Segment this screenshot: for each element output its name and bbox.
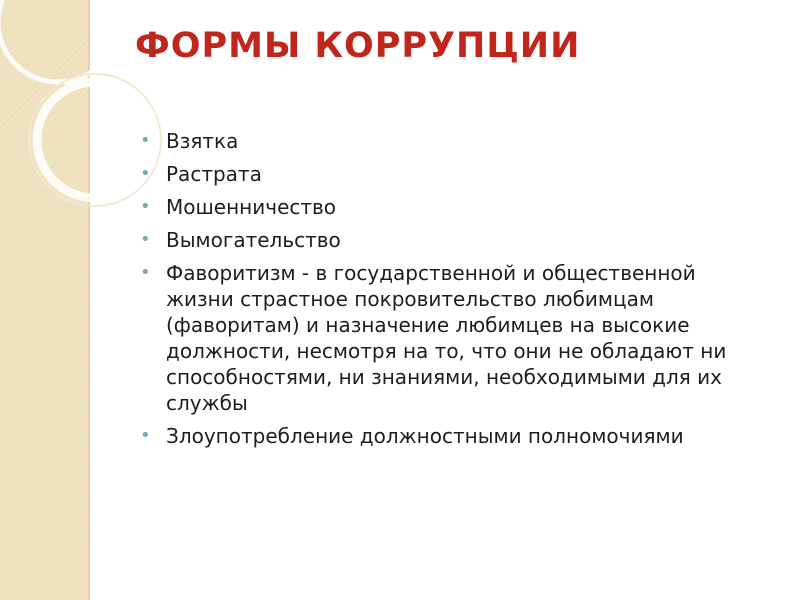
list-item bbox=[140, 227, 760, 253]
slide-title: ФОРМЫ КОРРУПЦИИ bbox=[135, 26, 581, 66]
bullet-icon: • bbox=[140, 262, 151, 283]
list-item bbox=[140, 423, 760, 449]
list-item-text: Растрата bbox=[166, 162, 262, 186]
bullet-icon: • bbox=[140, 229, 151, 250]
list-item-text: Мошенничество bbox=[166, 195, 337, 219]
list-item-text: Вымогательство bbox=[166, 228, 341, 252]
list-item-text: Злоупотребление должностными полномочиями bbox=[166, 424, 684, 448]
bullet-icon: • bbox=[140, 163, 151, 184]
list-item-text: Взятка bbox=[166, 129, 239, 153]
list-item bbox=[140, 128, 760, 154]
bullet-icon: • bbox=[140, 130, 151, 151]
list-item bbox=[140, 161, 760, 187]
bullet-icon: • bbox=[140, 196, 151, 217]
list-item-text: Фаворитизм - в государственной и общественной жизни страстное покровительство любимцам (фаворитам) и назначение любимцев на высокие должности, несмотря на то, что они не обладают ни способностями, ни знаниями, необходимыми для их службы bbox=[166, 261, 727, 415]
list-item bbox=[140, 260, 760, 416]
list-item bbox=[140, 194, 760, 220]
bullet-list bbox=[140, 128, 760, 456]
bullet-icon: • bbox=[140, 425, 151, 446]
